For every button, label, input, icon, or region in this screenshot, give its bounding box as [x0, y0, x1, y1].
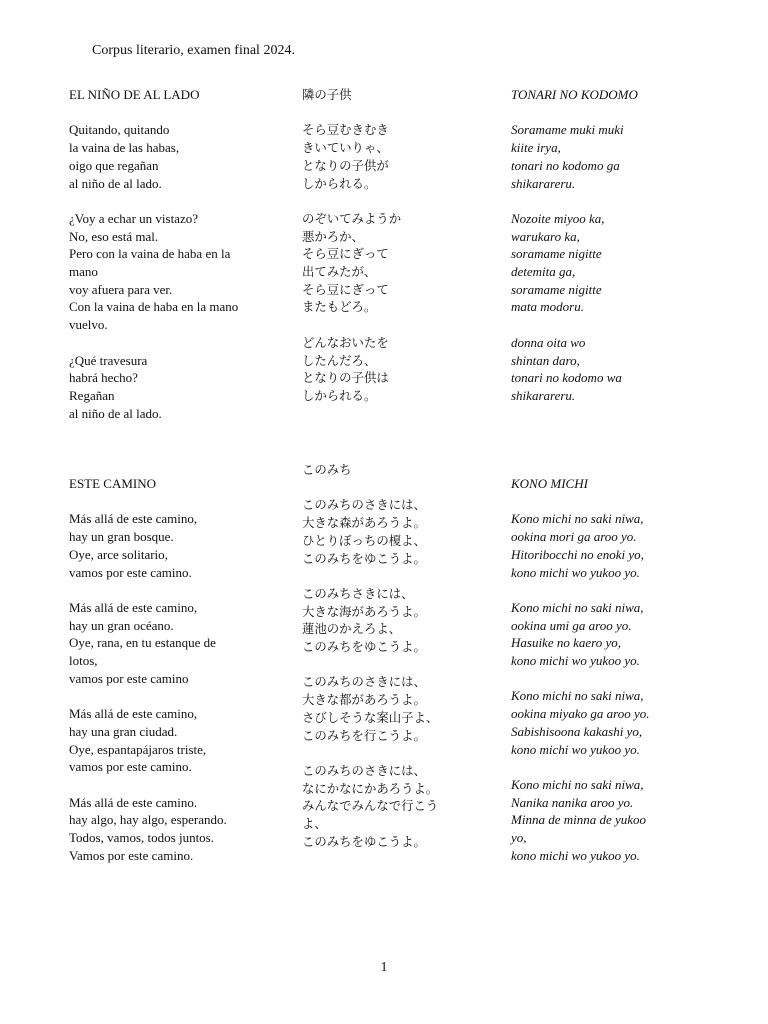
- stanza: [302, 762, 462, 851]
- poem-line: このみちをゆこうよ。: [302, 550, 426, 566]
- poem-line: Hitoribocchi no enoki yo,: [511, 546, 644, 562]
- poem-line: kono michi wo yukoo yo.: [511, 741, 640, 757]
- stanza: [69, 210, 279, 334]
- poem-line: 悪かろか、: [302, 228, 364, 244]
- poem-line: Más allá de este camino,: [69, 599, 198, 615]
- poem-line: Nozoite miyoo ka,: [511, 210, 605, 226]
- poem2-japanese: [302, 461, 462, 850]
- poem-line: 大きな海があろうよ。: [302, 603, 426, 619]
- poem-line: きいていりゃ、: [302, 140, 389, 156]
- poem-line: No, eso está mal.: [69, 228, 159, 244]
- poem1-spanish-body: [69, 121, 279, 422]
- poem-line: となりの子供は: [302, 370, 389, 386]
- poem2-romaji: [511, 475, 711, 864]
- poem1-romaji-body: [511, 121, 711, 404]
- poem-line: ookina umi ga aroo yo.: [511, 617, 632, 633]
- poem-line: Hasuike no kaero yo,: [511, 635, 621, 651]
- poem-line: Oye, arce solitario,: [69, 546, 168, 562]
- document-header: Corpus literario, examen final 2024.: [92, 43, 295, 58]
- stanza: [69, 121, 279, 192]
- poem-line: ookina miyako ga aroo yo.: [511, 706, 650, 722]
- stanza: [511, 510, 711, 581]
- poem1-japanese: [302, 86, 462, 405]
- poem-line: warukaro ka,: [511, 228, 580, 244]
- poem-line: のぞいてみようか: [302, 210, 402, 226]
- stanza: [69, 510, 279, 581]
- poem-line: またもどろ。: [302, 299, 377, 315]
- poem-line: そら豆むきむき: [302, 122, 389, 138]
- stanza: [511, 599, 711, 670]
- stanza: [511, 334, 711, 405]
- poem-line: Nanika nanika aroo yo.: [511, 794, 634, 810]
- poem2-spanish: [69, 475, 279, 864]
- stanza: [302, 496, 462, 567]
- poem-line: となりの子供が: [302, 157, 389, 173]
- poem-line: このみちのさきには、: [302, 674, 426, 690]
- poem-line: Oye, espantapájaros triste,: [69, 741, 207, 757]
- poem-line: Kono michi no saki niwa,: [511, 511, 644, 527]
- poem-line: よ、: [302, 816, 327, 831]
- stanza: [302, 585, 462, 656]
- poem2-romaji-body: [511, 510, 711, 864]
- poem-line: shintan daro,: [511, 352, 580, 368]
- poem-line: このみちさきには、: [302, 585, 414, 601]
- poem-line: Minna de minna de yukoo: [511, 812, 647, 828]
- poem-line: したんだろ、: [302, 352, 377, 368]
- poem-line: 蓮池のかえろよ、: [302, 621, 402, 637]
- poem-line: どんなおいたを: [302, 334, 389, 350]
- poem-line: しかられる。: [302, 175, 377, 191]
- poem-line: なにかなにかあろうよ。: [302, 780, 439, 796]
- stanza: [69, 794, 279, 865]
- poem-line: la vaina de las habas,: [69, 140, 180, 156]
- poem-line: 大きな都があろうよ。: [302, 692, 426, 708]
- poem-line: voy afuera para ver.: [69, 281, 173, 297]
- poem-line: detemita ga,: [511, 264, 576, 279]
- poem-line: そら豆にぎって: [302, 281, 389, 297]
- stanza: [511, 121, 711, 192]
- stanza: [69, 352, 279, 423]
- poem1-japanese-title: 隣の子供: [302, 87, 352, 102]
- poem-line: tonari no kodomo wa: [511, 370, 622, 386]
- poem-line: Regañan: [69, 387, 115, 403]
- poem-line: このみちをゆこうよ。: [302, 639, 426, 654]
- poem-line: Más allá de este camino.: [69, 794, 198, 810]
- poem-line: yo,: [511, 830, 527, 845]
- poem-line: habrá hecho?: [69, 370, 138, 386]
- poem-line: shikarareru.: [511, 387, 576, 403]
- stanza: [69, 705, 279, 776]
- poem-line: hay un gran océano.: [69, 617, 174, 633]
- poem-line: al niño de al lado.: [69, 175, 162, 191]
- poem-line: このみちを行こうよ。: [302, 727, 426, 743]
- poem-line: Con la vaina de haba en la mano: [69, 299, 239, 315]
- poem1-romaji-title: TONARI NO KODOMO: [511, 87, 638, 102]
- poem-line: このみちのさきには、: [302, 497, 426, 513]
- poem-line: Más allá de este camino,: [69, 706, 198, 722]
- page-number: 1: [380, 960, 388, 975]
- poem-line: Quitando, quitando: [69, 122, 170, 138]
- poem-line: このみちのさきには、: [302, 762, 426, 778]
- poem-line: Vamos por este camino.: [69, 847, 194, 863]
- poem-line: donna oita wo: [511, 334, 586, 350]
- poem-line: ¿Voy a echar un vistazo?: [69, 210, 198, 226]
- poem1-spanish-title: EL NIÑO DE AL LADO: [69, 87, 200, 102]
- stanza: [302, 334, 462, 405]
- poem-line: Soramame muki muki: [511, 122, 624, 138]
- stanza: [302, 673, 462, 744]
- stanza: [302, 210, 462, 316]
- poem-line: ookina mori ga aroo yo.: [511, 529, 637, 545]
- poem2-spanish-title: ESTE CAMINO: [69, 476, 157, 491]
- poem-line: 出てみたが、: [302, 264, 377, 279]
- poem-line: kono michi wo yukoo yo.: [511, 847, 640, 863]
- poem-line: vuelvo.: [69, 317, 108, 333]
- poem-line: Kono michi no saki niwa,: [511, 599, 644, 615]
- poem-line: kono michi wo yukoo yo.: [511, 564, 640, 580]
- stanza: [511, 687, 711, 758]
- poem-line: kono michi wo yukoo yo.: [511, 653, 640, 668]
- poem2-romaji-title: KONO MICHI: [511, 476, 588, 491]
- poem-line: Más allá de este camino,: [69, 511, 198, 527]
- poem-line: みんなでみんなで行こう: [302, 798, 439, 814]
- poem-line: al niño de al lado.: [69, 405, 162, 421]
- poem-line: mano: [69, 264, 98, 279]
- poem-line: ¿Qué travesura: [69, 352, 148, 368]
- poem-line: Kono michi no saki niwa,: [511, 776, 644, 792]
- poem-line: oigo que regañan: [69, 157, 159, 173]
- poem1-japanese-body: [302, 121, 462, 404]
- poem-line: soramame nigitte: [511, 246, 602, 262]
- poem-line: このみちをゆこうよ。: [302, 833, 426, 849]
- poem-line: hay un gran bosque.: [69, 529, 174, 545]
- poem-line: hay algo, hay algo, esperando.: [69, 812, 227, 828]
- poem-line: vamos por este camino: [69, 670, 189, 686]
- poem-line: hay una gran ciudad.: [69, 723, 178, 739]
- poem-line: tonari no kodomo ga: [511, 157, 620, 173]
- poem-line: Sabishisoona kakashi yo,: [511, 723, 643, 739]
- poem-line: vamos por este camino.: [69, 564, 192, 580]
- poem-line: Pero con la vaina de haba en la: [69, 246, 231, 262]
- poem-line: Kono michi no saki niwa,: [511, 688, 644, 704]
- poem1-spanish: [69, 86, 279, 422]
- poem-line: Todos, vamos, todos juntos.: [69, 830, 214, 845]
- stanza: [511, 210, 711, 316]
- poem-line: Oye, rana, en tu estanque de: [69, 635, 216, 651]
- poem-line: kiite irya,: [511, 140, 561, 156]
- poem-line: ひとりぼっちの榎よ、: [302, 532, 426, 548]
- stanza: [511, 776, 711, 865]
- poem-line: 大きな森があろうよ。: [302, 515, 426, 531]
- poem-line: soramame nigitte: [511, 281, 602, 297]
- poem2-spanish-body: [69, 510, 279, 864]
- poem1-romaji: [511, 86, 711, 405]
- poem-line: mata modoru.: [511, 299, 584, 315]
- stanza: [302, 121, 462, 192]
- stanza: [69, 599, 279, 688]
- poem2-japanese-body: [302, 496, 462, 850]
- poem-line: しかられる。: [302, 387, 377, 403]
- poem2-japanese-title: このみち: [302, 462, 352, 477]
- poem-line: lotos,: [69, 653, 98, 668]
- poem-line: さびしそうな案山子よ、: [302, 709, 439, 725]
- poem-line: そら豆にぎって: [302, 246, 389, 262]
- poem-line: vamos por este camino.: [69, 759, 192, 775]
- poem-line: shikarareru.: [511, 175, 576, 191]
